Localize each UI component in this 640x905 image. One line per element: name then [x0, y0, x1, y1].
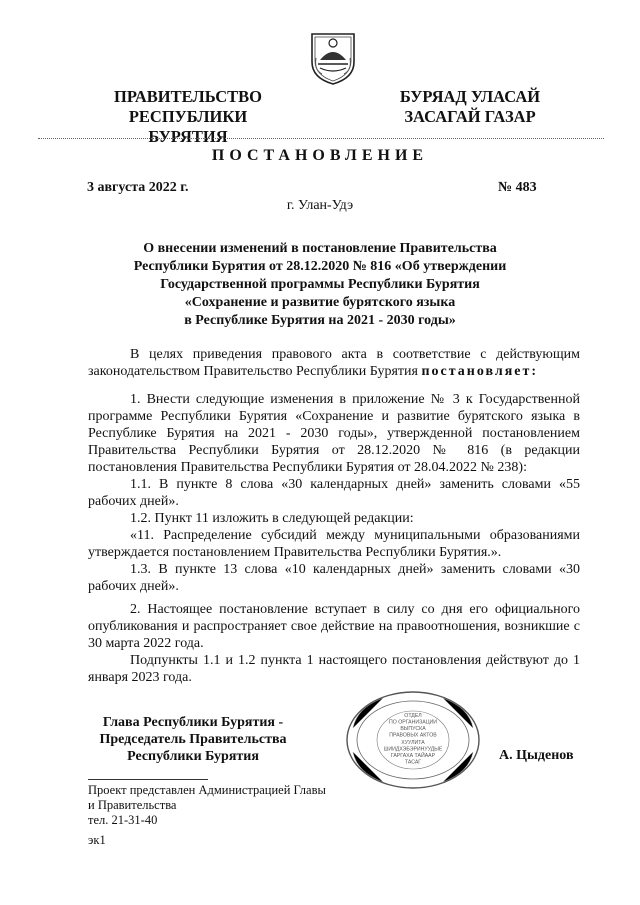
header-divider	[38, 138, 604, 139]
stamp-line-3: ВЫПУСКА	[400, 726, 426, 732]
final-items	[88, 601, 580, 686]
item-1: 1. Внести следующие изменения в приложение № 3 к Государственной программе Республики Бурятия «Сохранение и развитие бурятского языка в Республике Бурятия на 2021 - 2030 годы», утвержденной постановлением Правительства Республики Бурятия от 28.12.2020 № 816 (в редакции постановления Правительства Республики Бурятия от 28.04.2022 № 238):	[88, 392, 580, 475]
header-right-line-1: БУРЯАД УЛАСАЙ	[399, 87, 541, 106]
header-right-line-2: ЗАСАГАЙ ГАЗАР	[404, 107, 536, 126]
item-1-2: 1.2. Пункт 11 изложить в следующей редакции:	[130, 511, 414, 526]
footer-note	[88, 783, 326, 828]
signatory-name: А. Цыденов	[499, 748, 574, 763]
footer-divider	[88, 779, 208, 780]
subject-line-4: «Сохранение и развитие бурятского языка	[184, 295, 456, 310]
document-date: 3 августа 2022 г.	[87, 180, 189, 195]
subject-line-1: О внесении изменений в постановление Правительства	[143, 241, 497, 256]
footer-line-3: тел. 21-31-40	[88, 813, 158, 827]
stamp-line-1: ОТДЕЛ	[404, 713, 422, 719]
document-number: № 483	[498, 180, 537, 195]
coat-of-arms-icon	[308, 30, 358, 86]
footer-line-2: и Правительства	[88, 798, 177, 812]
stamp-line-7: ГАРГАХА ТАЙААР	[390, 753, 436, 759]
item-1-1: 1.1. В пункте 8 слова «30 календарных дней» заменить словами «55 рабочих дней».	[88, 477, 580, 509]
stamp-line-2: ПО ОРГАНИЗАЦИИ	[389, 719, 437, 726]
stamp-line-5: ХУУЛИТА	[401, 740, 425, 746]
subject-line-2: Республики Бурятия от 28.12.2020 № 816 «Об утверждении	[133, 259, 507, 274]
decision-items	[88, 391, 580, 595]
signatory-title	[88, 714, 298, 765]
signatory-title-line-3: Республики Бурятия	[127, 749, 259, 764]
header-left-line-2: РЕСПУБЛИКИ БУРЯТИЯ	[128, 107, 248, 146]
footer-line-1: Проект представлен Администрацией Главы	[88, 783, 326, 797]
item-1-2-quote: «11. Распределение субсидий между муниципальными образованиями утверждается постановлением Правительства Республики Бурятия.».	[88, 528, 580, 560]
decree-word: постановляет:	[421, 364, 539, 379]
document-subject	[120, 240, 520, 330]
item-1-3: 1.3. В пункте 13 слова «10 календарных дней» заменить словами «30 рабочих дней».	[88, 562, 580, 594]
stamp-line-4: ПРАВОВЫХ АКТОВ	[389, 732, 437, 739]
preamble	[88, 346, 580, 380]
subject-line-5: в Республике Бурятия на 2021 - 2030 годы»	[184, 313, 456, 328]
footer-code: эк1	[88, 833, 106, 847]
document-type: ПОСТАНОВЛЕНИЕ	[211, 147, 429, 164]
document-city: г. Улан-Удэ	[286, 198, 354, 213]
government-name-buryat	[395, 87, 545, 127]
signatory-title-line-1: Глава Республики Бурятия -	[102, 715, 284, 730]
item-2: 2. Настоящее постановление вступает в силу со дня его официального опубликования и распространяет свое действие на правоотношения, возникшие с 30 марта 2022 года.	[88, 602, 580, 651]
stamp-line-6: ШИИДХЭБЭРИНУУДЫЕ	[383, 746, 443, 753]
stamp-line-8: ТАСАГ	[404, 759, 422, 766]
header-left-line-1: ПРАВИТЕЛЬСТВО	[114, 87, 262, 106]
preamble-text: В целях приведения правового акта в соответствие с действующим законодательством Правительство Республики Бурятия	[88, 347, 580, 379]
signatory-title-line-2: Председатель Правительства	[99, 732, 287, 747]
official-stamp	[343, 688, 483, 792]
subject-line-3: Государственной программы Республики Бурятия	[160, 277, 480, 292]
item-3: Подпункты 1.1 и 1.2 пункта 1 настоящего постановления действуют до 1 января 2023 года.	[88, 653, 580, 685]
